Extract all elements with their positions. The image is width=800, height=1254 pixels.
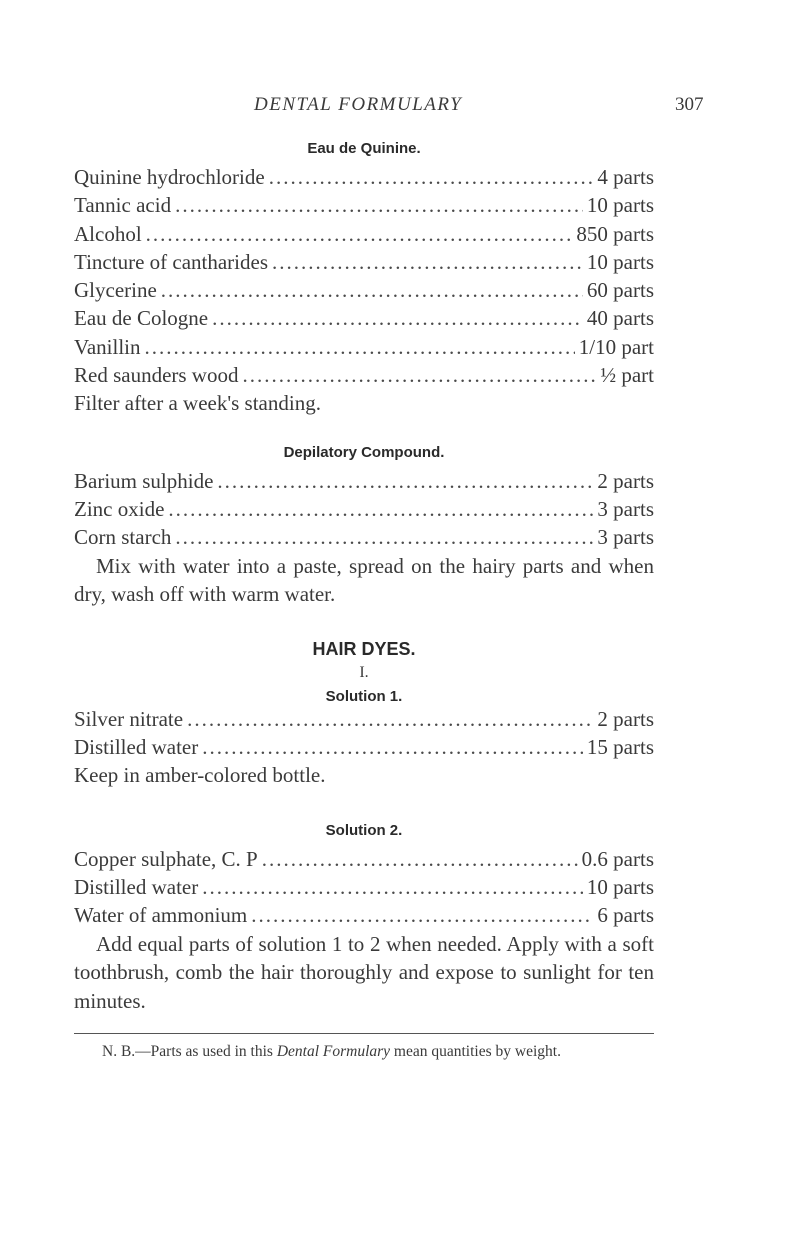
solution-2-recipe	[74, 845, 654, 930]
ingredient-row	[74, 163, 654, 191]
ingredient-quantity: 40 parts	[586, 306, 654, 331]
ingredient-name: Corn starch	[74, 525, 172, 550]
ingredient-quantity: 2 parts	[597, 468, 654, 493]
solution-2-note: Add equal parts of solution 1 to 2 when needed. Apply with a soft toothbrush, comb the hair thoroughly and expose to sunlight for ten minutes.	[74, 931, 654, 1013]
dot-leader	[161, 276, 583, 304]
depilatory-note: Mix with water into a paste, spread on the hairy parts and when dry, wash off with warm water.	[74, 553, 654, 607]
dot-leader	[202, 733, 583, 761]
footnote-title: Dental Formulary	[276, 1043, 391, 1061]
ingredient-row	[74, 467, 654, 495]
footnote	[74, 1042, 654, 1061]
ingredient-quantity: 10 parts	[586, 193, 654, 218]
running-title: DENTAL FORMULARY	[254, 94, 463, 115]
ingredient-quantity: 3 parts	[597, 497, 654, 522]
ingredient-name: Red saunders wood	[74, 363, 239, 388]
hair-dyes-heading: HAIR DYES.	[312, 638, 416, 659]
running-head	[0, 94, 800, 118]
ingredient-row	[74, 495, 654, 523]
footnote-suffix: mean quantities by weight.	[393, 1043, 561, 1061]
dot-leader	[202, 873, 583, 901]
section-numeral: I.	[359, 663, 369, 681]
footnote-rule	[74, 1033, 654, 1034]
ingredient-name: Zinc oxide	[74, 497, 165, 522]
ingredient-quantity: 10 parts	[586, 249, 654, 274]
ingredient-name: Distilled water	[74, 875, 199, 900]
ingredient-quantity: ½ part	[600, 363, 654, 388]
ingredient-name: Vanillin	[74, 334, 141, 359]
dot-leader	[187, 705, 593, 733]
ingredient-row	[74, 276, 654, 304]
ingredient-row	[74, 220, 654, 248]
ingredient-name: Quinine hydrochloride	[74, 165, 265, 189]
dot-leader	[262, 845, 578, 873]
depilatory-heading: Depilatory Compound.	[283, 443, 445, 461]
ingredient-name: Tannic acid	[74, 193, 172, 218]
ingredient-quantity: 0.6 parts	[581, 846, 654, 871]
ingredient-row	[74, 248, 654, 276]
solution-1-note: Keep in amber-colored bottle.	[74, 763, 326, 788]
ingredient-name: Barium sulphide	[74, 468, 214, 493]
dot-leader	[251, 901, 593, 929]
ingredient-row	[74, 333, 654, 361]
solution-1-recipe	[74, 705, 654, 762]
ingredient-name: Copper sulphate, C. P	[74, 846, 258, 871]
dot-leader	[175, 191, 583, 219]
ingredient-row	[74, 191, 654, 219]
ingredient-quantity: 4 parts	[597, 165, 654, 189]
depilatory-recipe	[74, 467, 654, 552]
dot-leader	[269, 163, 594, 191]
page-number: 307	[675, 94, 704, 115]
ingredient-row	[74, 873, 654, 901]
ingredient-name: Tincture of cantharides	[74, 249, 269, 274]
ingredient-row	[74, 733, 654, 761]
dot-leader	[212, 304, 583, 332]
ingredient-row	[74, 304, 654, 332]
eau-de-quinine-recipe	[74, 163, 654, 389]
ingredient-name: Distilled water	[74, 735, 199, 760]
ingredient-row	[74, 845, 654, 873]
ingredient-quantity: 10 parts	[586, 875, 654, 900]
page-content	[74, 140, 654, 1061]
dot-leader	[168, 495, 593, 523]
ingredient-quantity: 3 parts	[597, 525, 654, 550]
ingredient-name: Alcohol	[74, 221, 142, 246]
ingredient-quantity: 15 parts	[586, 735, 654, 760]
solution-2-heading: Solution 2.	[325, 821, 403, 839]
solution-1-heading: Solution 1.	[325, 687, 403, 705]
ingredient-quantity: 1/10 part	[578, 334, 654, 359]
ingredient-row	[74, 901, 654, 929]
ingredient-name: Eau de Cologne	[74, 306, 209, 331]
ingredient-name: Glycerine	[74, 278, 157, 303]
dot-leader	[217, 467, 593, 495]
dot-leader	[145, 333, 575, 361]
eau-de-quinine-heading: Eau de Quinine.	[307, 140, 421, 157]
ingredient-quantity: 60 parts	[586, 278, 654, 303]
ingredient-quantity: 850 parts	[576, 221, 654, 246]
ingredient-row	[74, 361, 654, 389]
ingredient-quantity: 6 parts	[597, 903, 654, 928]
ingredient-row	[74, 705, 654, 733]
dot-leader	[242, 361, 596, 389]
footnote-prefix: N. B.—Parts as used in this	[102, 1043, 273, 1061]
ingredient-quantity: 2 parts	[597, 706, 654, 731]
eau-de-quinine-note: Filter after a week's standing.	[74, 391, 321, 416]
dot-leader	[272, 248, 583, 276]
dot-leader	[175, 523, 593, 551]
ingredient-name: Water of ammonium	[74, 903, 248, 928]
dot-leader	[146, 220, 573, 248]
ingredient-row	[74, 523, 654, 551]
ingredient-name: Silver nitrate	[74, 706, 184, 731]
